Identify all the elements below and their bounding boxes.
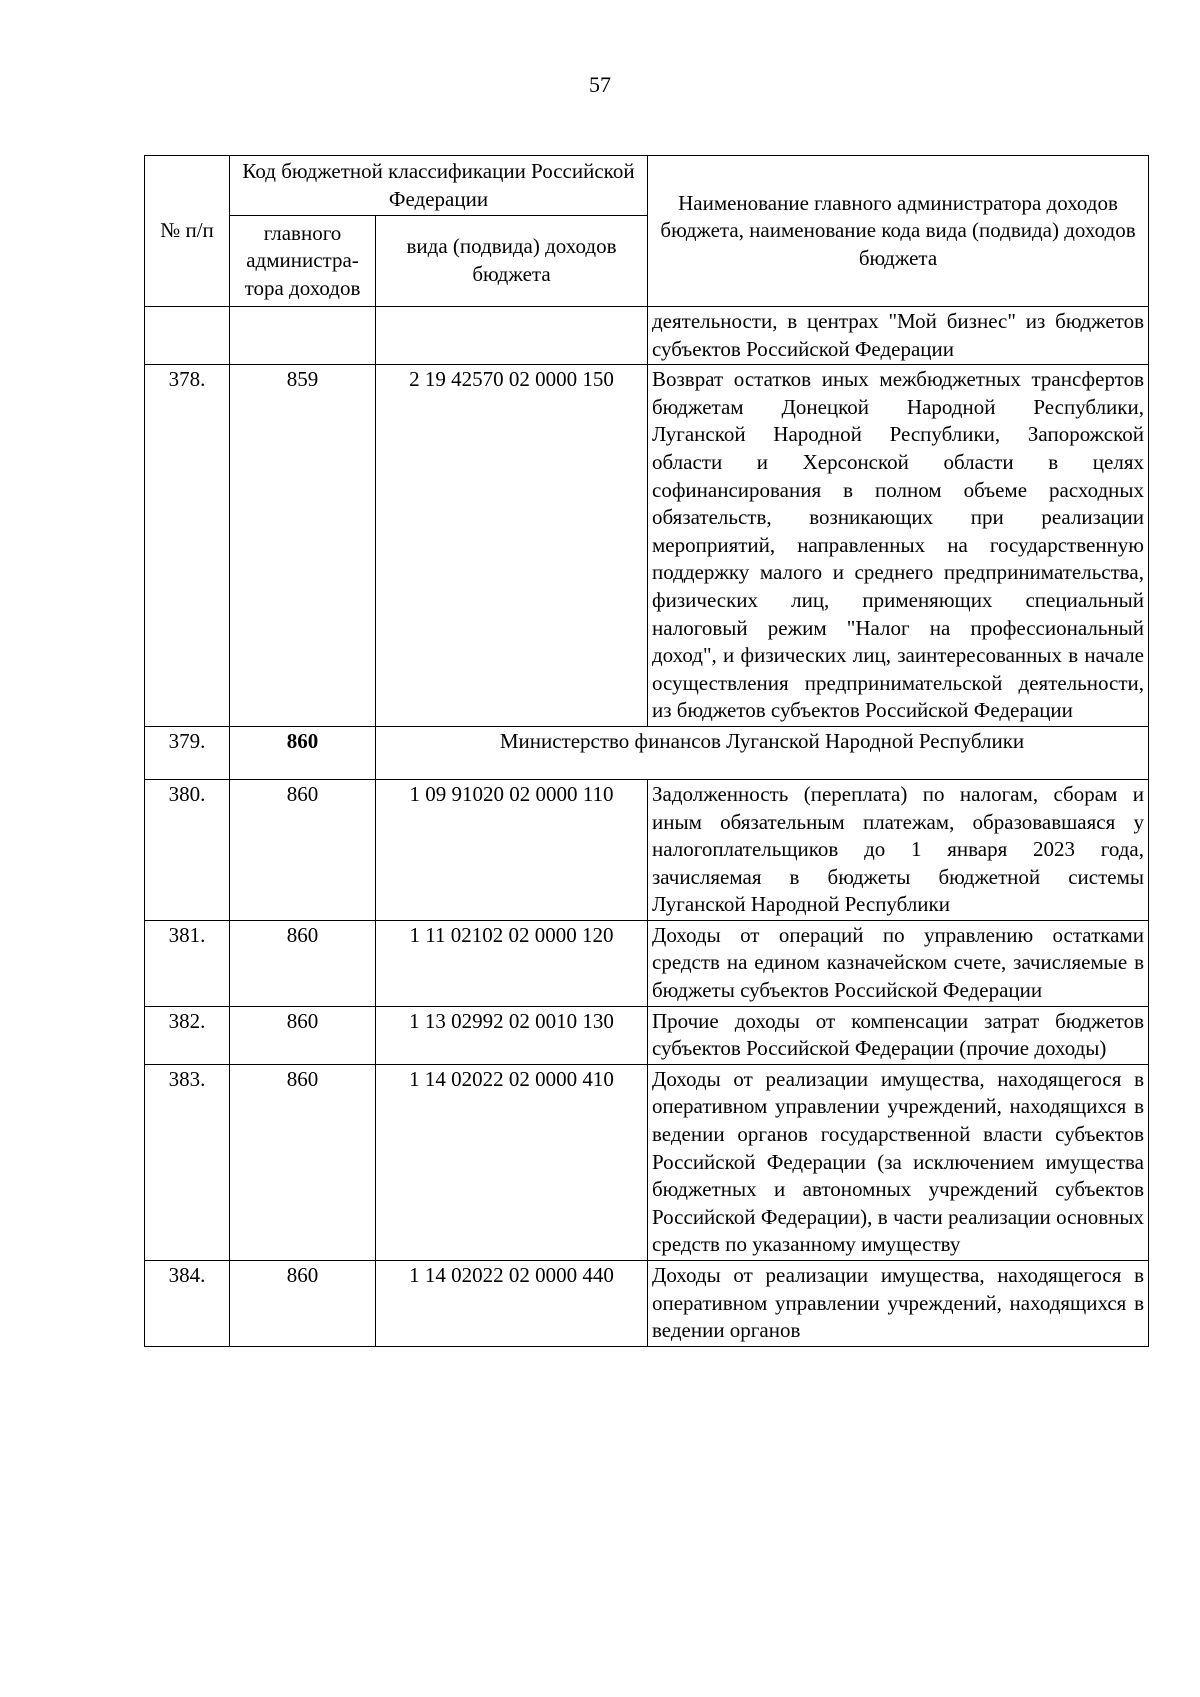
row-number: 381. [145, 920, 230, 1006]
page-number: 57 [589, 72, 611, 97]
row-number [145, 307, 230, 365]
row-income-code: 1 09 91020 02 0000 110 [376, 779, 648, 920]
row-income-code: 1 14 02022 02 0000 410 [376, 1064, 648, 1260]
row-admin-code: 860 [230, 920, 376, 1006]
budget-classification-table [144, 155, 1149, 1347]
header-income-type-code: вида (подвида) доходов бюджета [376, 216, 648, 307]
header-admin-code: главного администра-тора доходов [230, 216, 376, 307]
table-row [145, 779, 1149, 920]
row-income-code: 1 13 02992 02 0010 130 [376, 1006, 648, 1064]
table-row [145, 307, 1149, 365]
row-name: Прочие доходы от компенсации затрат бюджетов субъектов Российской Федерации (прочие доходы) [648, 1006, 1149, 1064]
row-admin-code: 860 [230, 1006, 376, 1064]
row-admin-code: 860 [230, 1064, 376, 1260]
header-code-group: Код бюджетной классификации Российской Федерации [230, 156, 648, 216]
row-admin-code [230, 307, 376, 365]
row-number: 383. [145, 1064, 230, 1260]
table-row-organization [145, 726, 1149, 779]
row-income-code: 2 19 42570 02 0000 150 [376, 365, 648, 727]
table-row [145, 365, 1149, 727]
table-row [145, 1006, 1149, 1064]
row-name: деятельности, в центрах "Мой бизнес" из бюджетов субъектов Российской Федерации [648, 307, 1149, 365]
row-admin-code: 860 [230, 1261, 376, 1347]
row-organization-name: Министерство финансов Луганской Народной Республики [376, 726, 1149, 779]
row-number: 382. [145, 1006, 230, 1064]
row-number: 380. [145, 779, 230, 920]
table-row [145, 1261, 1149, 1347]
row-income-code: 1 11 02102 02 0000 120 [376, 920, 648, 1006]
table-body [145, 307, 1149, 1347]
table-row [145, 920, 1149, 1006]
row-name: Доходы от реализации имущества, находящегося в оперативном управлении учреждений, находящихся в ведении органов государственной власти субъектов Российской Федерации (за исключением имущества бюджетных и автономных учреждений субъектов Российской Федерации), в части реализации основных средств по указанному имуществу [648, 1064, 1149, 1260]
row-income-code [376, 307, 648, 365]
header-name: Наименование главного администратора доходов бюджета, наименование кода вида (подвида) доходов бюджета [648, 156, 1149, 307]
table-header [145, 156, 1149, 307]
row-name: Задолженность (переплата) по налогам, сборам и иным обязательным платежам, образовавшаяся у налогоплательщиков до 1 января 2023 года, зачисляемая в бюджеты бюджетной системы Луганской Народной Республики [648, 779, 1149, 920]
table-row [145, 1064, 1149, 1260]
row-admin-code: 860 [230, 726, 376, 779]
row-name: Доходы от операций по управлению остатками средств на едином казначейском счете, зачисляемые в бюджеты субъектов Российской Федерации [648, 920, 1149, 1006]
row-income-code: 1 14 02022 02 0000 440 [376, 1261, 648, 1347]
row-name: Возврат остатков иных межбюджетных трансфертов бюджетам Донецкой Народной Республики, Луганской Народной Республики, Запорожской области и Херсонской области в целях софинансирования в полном объеме расходных обязательств, возникающих при реализации мероприятий, направленных на государственную поддержку малого и среднего предпринимательства, физических лиц, применяющих специальный налоговый режим "Налог на профессиональный доход", и физических лиц, заинтересованных в начале осуществления предпринимательской деятельности, из бюджетов субъектов Российской Федерации [648, 365, 1149, 727]
row-number: 384. [145, 1261, 230, 1347]
row-number: 379. [145, 726, 230, 779]
row-admin-code: 860 [230, 779, 376, 920]
header-number: № п/п [145, 156, 230, 307]
row-name: Доходы от реализации имущества, находящегося в оперативном управлении учреждений, находящихся в ведении органов [648, 1261, 1149, 1347]
row-number: 378. [145, 365, 230, 727]
row-admin-code: 859 [230, 365, 376, 727]
